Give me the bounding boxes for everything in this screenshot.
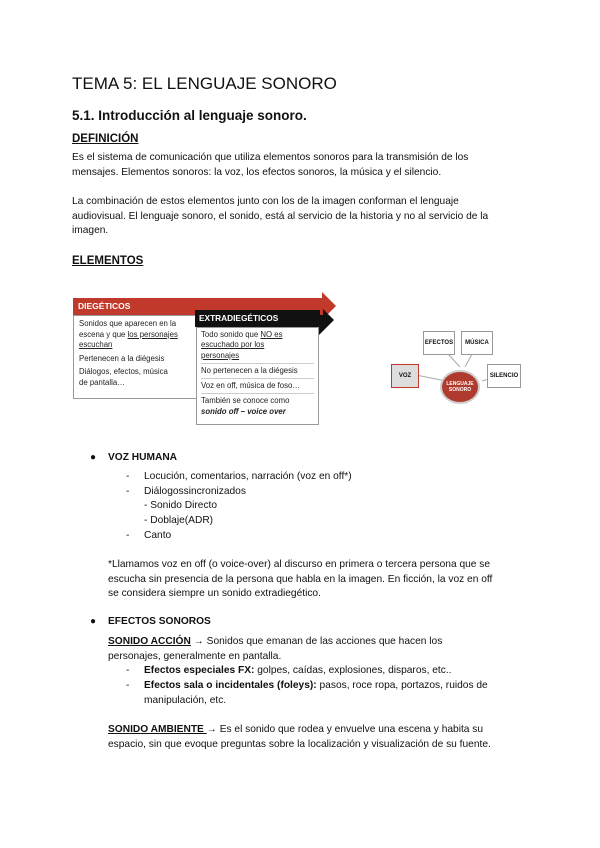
definicion-paragraph-2: La combinación de estos elementos junto con los de la imagen conforman el lenguaje audiovisual. El lenguaje sonoro, el sonido, está al servicio de la historia y no al servicio de la imagen. xyxy=(72,196,489,237)
voz-item-2: Diálogossincronizados xyxy=(144,486,246,497)
page-title: TEMA 5: EL LENGUAJE SONORO xyxy=(72,74,337,93)
voz-item-2b: - Doblaje(ADR) xyxy=(144,515,214,526)
efectos-sala-item: Efectos sala o incidentales (foleys): pasos, roce ropa, portazos, ruidos de manipulación, etc. xyxy=(144,680,488,706)
efectos-fx-item: Efectos especiales FX: golpes, caídas, explosiones, disparos, etc.. xyxy=(144,665,452,676)
voz-dash-2: - xyxy=(126,486,130,497)
sonido-accion-paragraph: SONIDO ACCIÓN → Sonidos que emanan de las acciones que hacen los personajes, generalmente en pantalla. xyxy=(108,636,443,662)
definicion-paragraph-1: Es el sistema de comunicación que utiliza elementos sonoros para la transmisión de los mensajes. Elementos sonoros: la voz, los efectos sonoros, la música y el silencio. xyxy=(72,152,469,178)
extradiegeticos-header: EXTRADIEGÉTICOS xyxy=(195,310,320,327)
node-lenguaje-sonoro: LENGUAJE SONORO xyxy=(440,370,480,404)
sonido-ambiente-paragraph: SONIDO AMBIENTE → Es el sonido que rodea y envuelve una escena y habita su espacio, sin que evoque preguntas sobre la localización y visualización de su fuente. xyxy=(108,724,491,750)
extradiegeticos-box: Todo sonido que NO es escuchado por los personajes No pertenecen a la diégesis Voz en off, música de foso… También se conoce como sonido off – voice over xyxy=(196,327,319,425)
bullet-icon: ● xyxy=(90,452,97,463)
efectos-dash-1: - xyxy=(126,665,130,676)
section-heading: 5.1. Introducción al lenguaje sonoro. xyxy=(72,108,307,123)
voz-humana-title: VOZ HUMANA xyxy=(108,452,178,463)
voz-dash-1: - xyxy=(126,471,130,482)
efectos-sonoros-title: EFECTOS SONOROS xyxy=(108,616,211,627)
elementos-heading: ELEMENTOS xyxy=(72,255,144,267)
node-musica: MÚSICA xyxy=(461,331,493,355)
diegeticos-box: Sonidos que aparecen en la escena y que los personajes escuchan Pertenecen a la diégesis Diálogos, efectos, música de pantalla… xyxy=(73,315,198,399)
voz-item-3: Canto xyxy=(144,530,172,541)
efectos-dash-2: - xyxy=(126,680,130,691)
node-voz: VOZ xyxy=(391,364,419,388)
voz-item-2a: - Sonido Directo xyxy=(144,500,218,511)
voz-item-1: Locución, comentarios, narración (voz en off*) xyxy=(144,471,352,482)
voz-dash-3: - xyxy=(126,530,130,541)
definicion-heading: DEFINICIÓN xyxy=(72,133,139,145)
node-efectos: EFECTOS xyxy=(423,331,455,355)
diegeticos-header: DIEGÉTICOS xyxy=(73,298,323,315)
bullet-icon: ● xyxy=(90,616,97,627)
voz-note: *Llamamos voz en off (o voice-over) al discurso en primera o tercera persona que se escucha sin presencia de la persona que habla en la imagen. En ficción, la voz en off se considera siempre un sonido extradiegético. xyxy=(108,559,493,600)
node-silencio: SILENCIO xyxy=(487,364,521,388)
